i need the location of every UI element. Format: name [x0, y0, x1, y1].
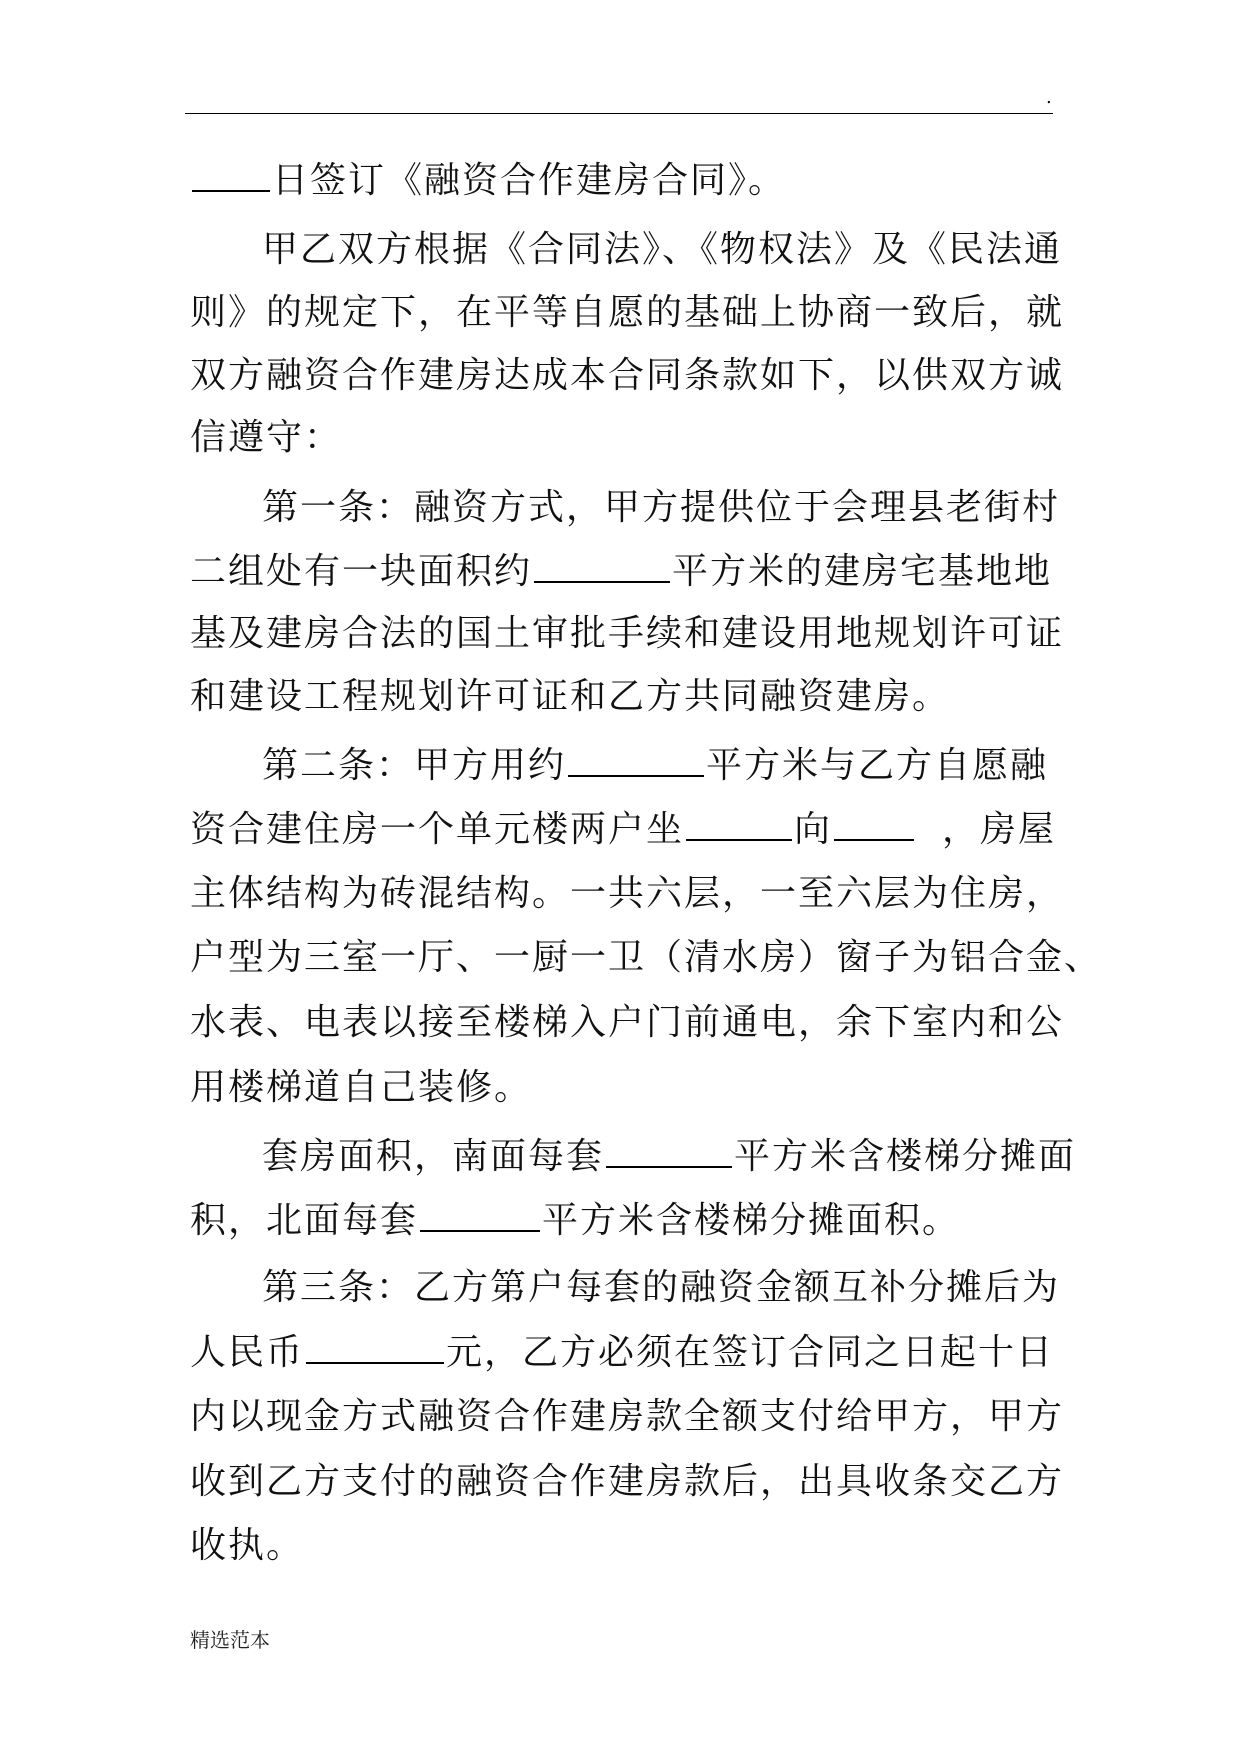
text-line: 第一条：融资方式，甲方提供位于会理县老街村 [262, 487, 1061, 528]
text-segment: 日签订《融资合作建房合同》。 [272, 160, 787, 201]
fill-blank [686, 807, 792, 841]
text-segment: 二组处有一块面积约 [190, 551, 533, 592]
text-line [190, 549, 1080, 593]
text-line: 甲乙双方根据《合同法》、《物权法》及《民法通 [262, 229, 1063, 270]
fill-blank [834, 807, 914, 841]
header-rule [185, 113, 1053, 114]
fill-blank [606, 1134, 732, 1168]
text-segment: 平方米与乙方自愿融 [706, 745, 1049, 786]
text-line [190, 158, 1080, 202]
fill-blank [568, 743, 704, 777]
text-segment: 元，乙方必须在签订合同之日起十日 [446, 1332, 1055, 1373]
text-line: 基及建房合法的国土审批手续和建设用地规划许可证 [190, 613, 1065, 654]
text-segment: 人民币 [190, 1332, 305, 1373]
text-line: 主体结构为砖混结构。一共六层，一至六层为住房， [190, 873, 1065, 914]
header-mark: . [1046, 87, 1052, 108]
text-line: 内以现金方式融资合作建房款全额支付给甲方，甲方 [190, 1396, 1065, 1437]
fill-blank [534, 549, 670, 583]
text-line: 双方融资合作建房达成本合同条款如下，以供双方诚 [190, 355, 1065, 396]
page-footer: 精选范本 [190, 1628, 270, 1652]
text-line [190, 807, 1080, 851]
text-line: 水表、电表以接至楼梯入户门前通电，余下室内和公 [190, 1002, 1065, 1043]
fill-blank [192, 158, 270, 192]
text-line [190, 1198, 1080, 1242]
text-line [190, 1330, 1080, 1374]
text-segment: 积，北面每套 [190, 1200, 419, 1241]
text-line: 用楼梯道自己装修。 [190, 1067, 533, 1108]
text-segment: 平方米含楼梯分摊面积。 [542, 1200, 961, 1241]
text-segment: 第二条：甲方用约 [262, 745, 567, 786]
text-line: 则》的规定下，在平等自愿的基础上协商一致后，就 [190, 292, 1065, 333]
text-line: 第三条：乙方第户每套的融资金额互补分摊后为 [262, 1267, 1061, 1308]
text-line [262, 743, 1152, 787]
text-segment: 资合建住房一个单元楼两户坐 [190, 809, 685, 850]
text-segment: 向 [794, 809, 833, 850]
fill-blank [306, 1330, 444, 1364]
text-line: 收执。 [190, 1525, 305, 1566]
text-line: 信遵守： [190, 417, 343, 458]
text-line: 户型为三室一厅、一厨一卫（清水房）窗子为铝合金、 [190, 937, 1103, 978]
fill-blank [420, 1198, 540, 1232]
text-segment: 平方米含楼梯分摊面 [734, 1136, 1077, 1177]
text-line: 收到乙方支付的融资合作建房款后，出具收条交乙方 [190, 1461, 1065, 1502]
text-line [262, 1134, 1152, 1178]
text-segment: ，房屋 [942, 809, 1057, 850]
text-segment: 平方米的建房宅基地地 [672, 551, 1053, 592]
text-line: 和建设工程规划许可证和乙方共同融资建房。 [190, 676, 951, 717]
text-segment: 套房面积，南面每套 [262, 1136, 605, 1177]
